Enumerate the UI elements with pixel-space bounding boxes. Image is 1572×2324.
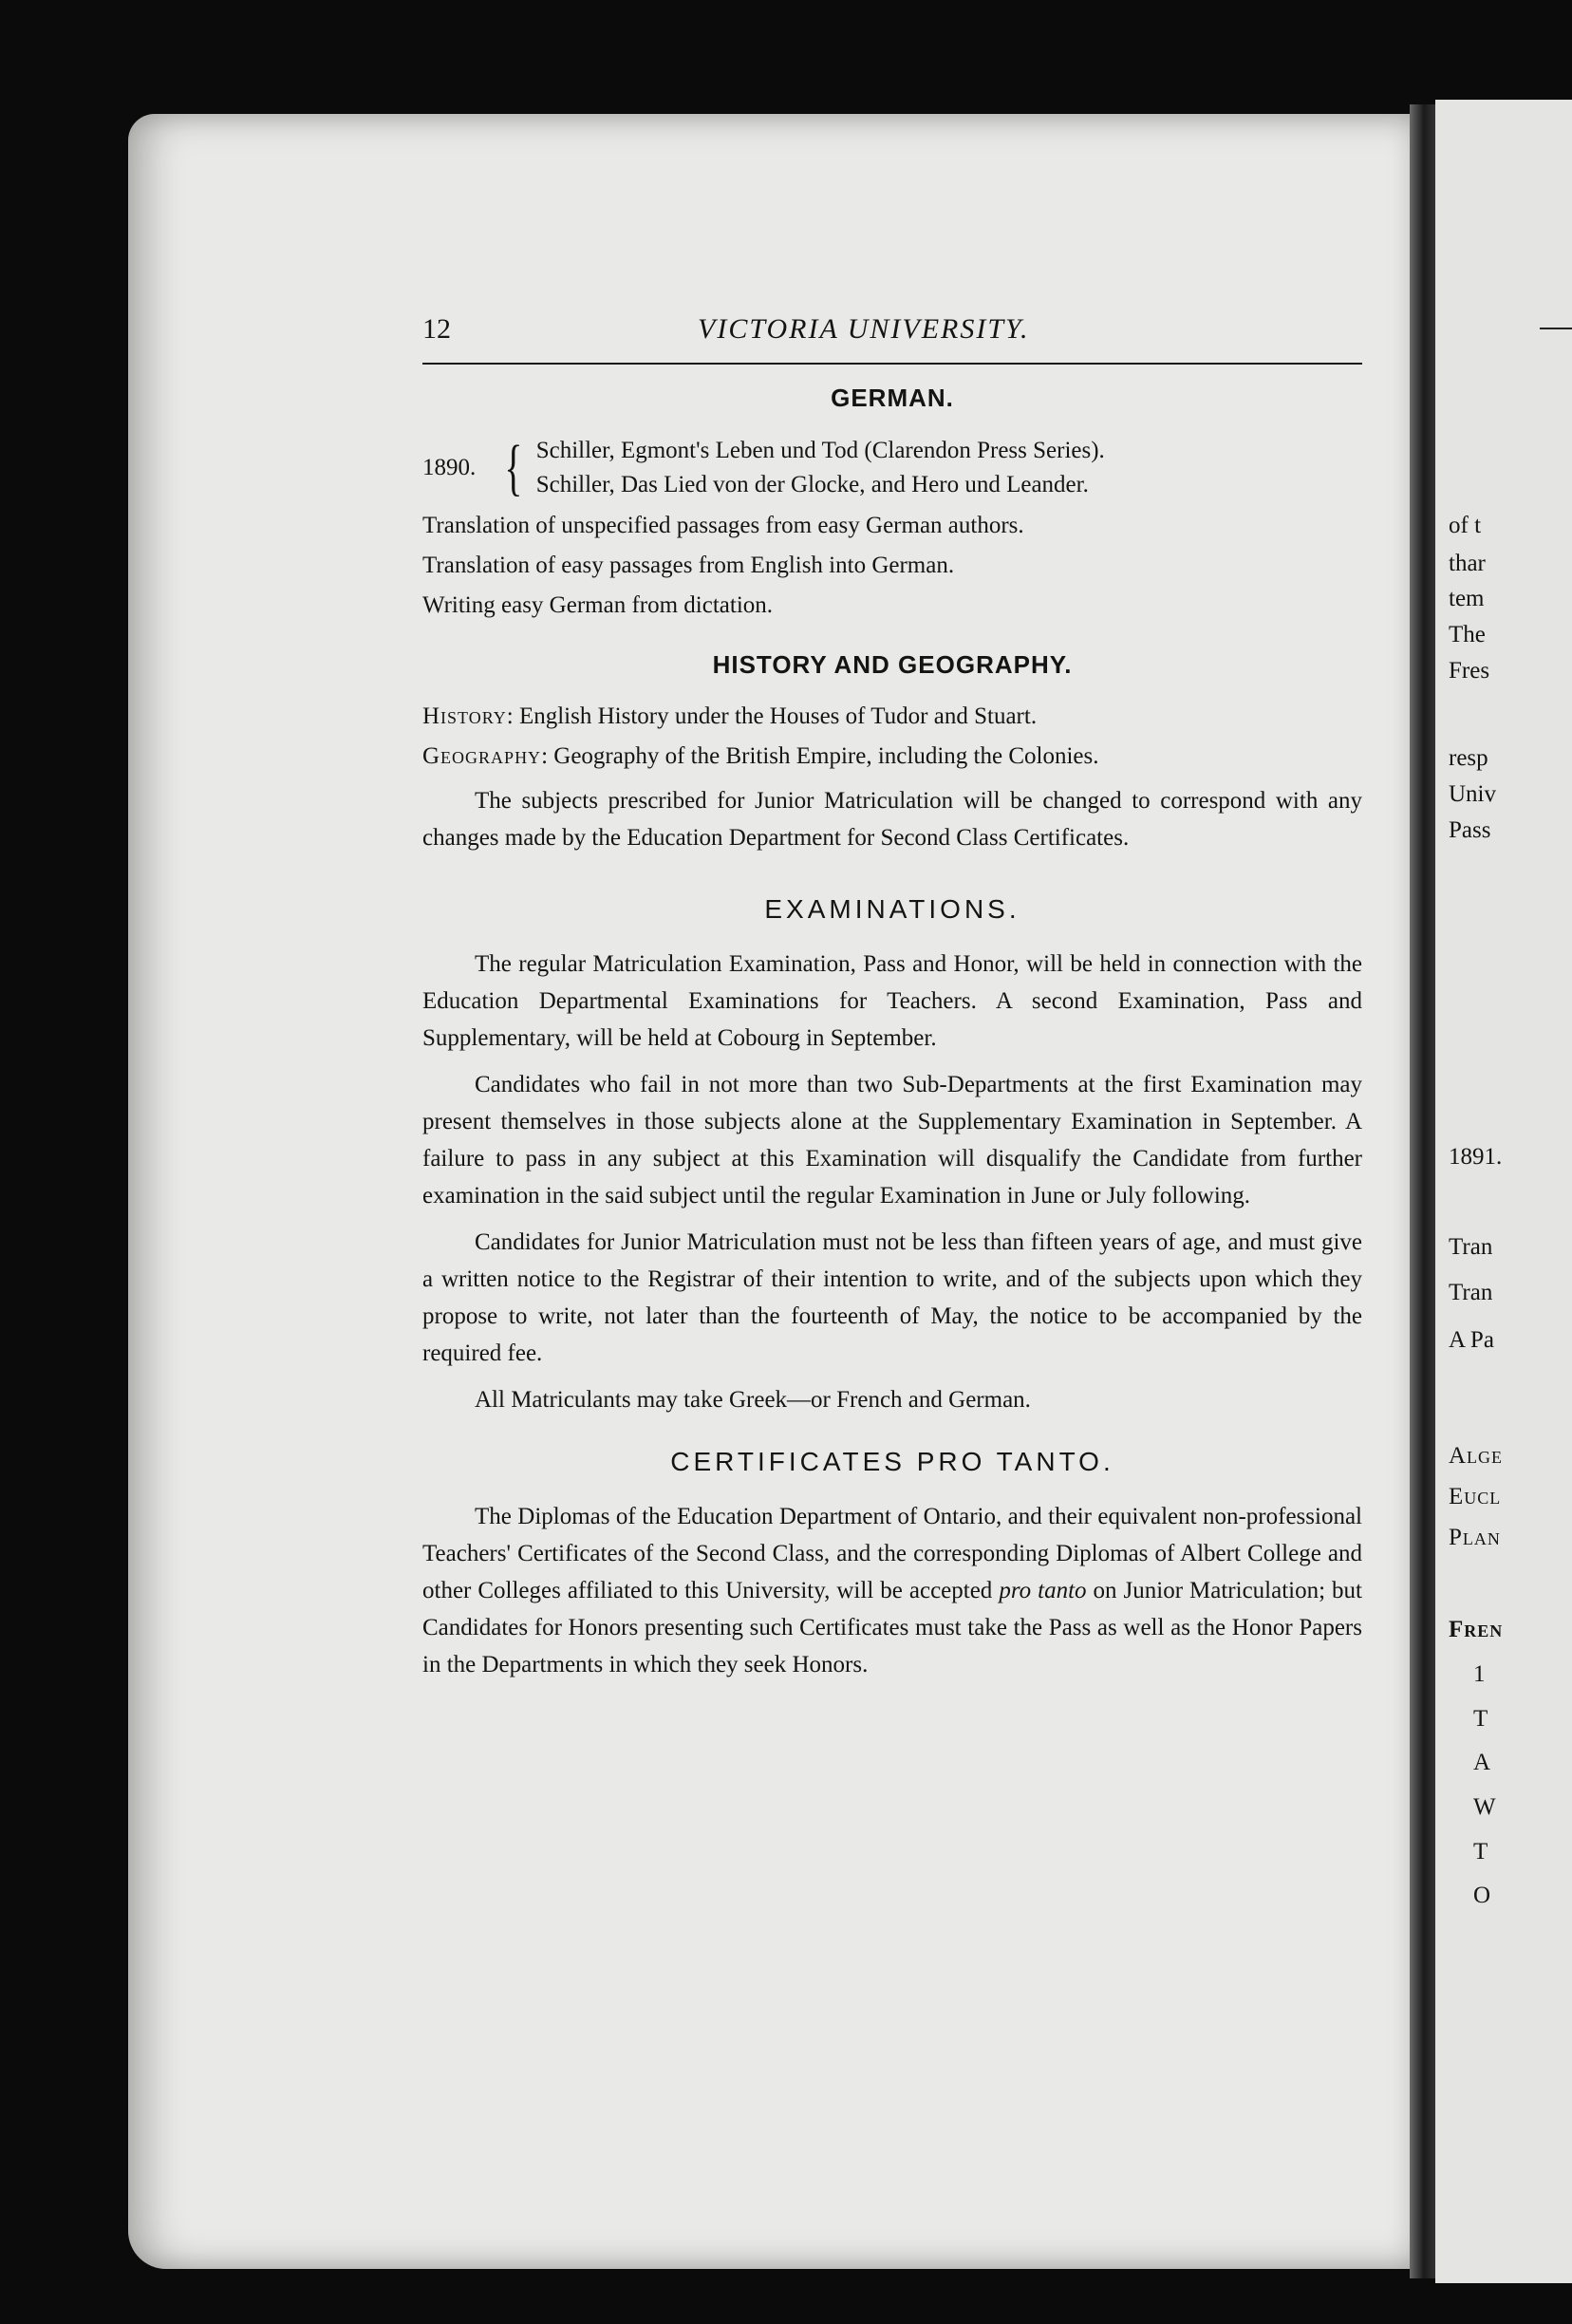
right-fragment: The: [1449, 622, 1486, 647]
history-heading: HISTORY AND GEOGRAPHY.: [712, 650, 1073, 679]
right-fragment: resp: [1449, 745, 1488, 771]
certificates-text: on Junior Matriculation; but Candidates for Honors presenting such Certificates must take the Pass as well as the Honor Papers in the Departments in which they seek Honors.: [422, 1578, 1362, 1677]
history-note: The subjects prescribed for Junior Matriculation will be changed to correspond with any changes made by the Education Department for Second Class Certificates.: [422, 788, 1362, 851]
german-requirement: Translation of easy passages from English into German.: [422, 553, 955, 578]
german-requirement: Translation of unspecified passages from easy German authors.: [422, 513, 1024, 538]
certificates-italic: pro tanto: [999, 1578, 1087, 1603]
history-requirement: [422, 697, 1362, 737]
geography-label: Geography: [422, 743, 542, 769]
right-page-rule: [1540, 328, 1572, 329]
examinations-paragraph: All Matriculants may take Greek—or French and German.: [475, 1387, 1031, 1413]
history-text: : English History under the Houses of Tudor and Stuart.: [506, 703, 1038, 729]
right-fragment: 1: [1473, 1661, 1486, 1687]
set-text-list: [536, 434, 1105, 502]
right-fragment: Tran: [1449, 1280, 1493, 1305]
right-fragment: A Pa: [1449, 1327, 1494, 1353]
examinations-paragraph: Candidates who fail in not more than two Sub-Departments at the first Examination may present themselves in those subjects alone at the Supplementary Examination in September. A failure to pass in any subject at this Examination will disqualify the Candidate from further examination in the said subject until the regular Examination in June or July following.: [422, 1072, 1362, 1209]
header-rule: [422, 363, 1362, 365]
right-fragment: 1891.: [1449, 1144, 1503, 1170]
year-label: 1890.: [422, 455, 477, 480]
right-fragment: of t: [1449, 513, 1482, 538]
right-fragment: Univ: [1449, 781, 1496, 807]
examinations-paragraph: Candidates for Junior Matriculation must not be less than fifteen years of age, and must give a written notice to the Registrar of their intention to write, and of the subjects upon which they propose to write, not later than the fourteenth of May, the notice to be accompanied by the required fee.: [422, 1229, 1362, 1366]
right-fragment: Fres: [1449, 658, 1490, 684]
right-fragment: Fren: [1449, 1617, 1504, 1642]
geography-requirement: [422, 737, 1362, 777]
right-fragment: Plan: [1449, 1525, 1501, 1550]
right-fragment: thar: [1449, 551, 1486, 576]
right-fragment: tem: [1449, 586, 1485, 611]
german-requirement: Writing easy German from dictation.: [422, 592, 774, 618]
history-label: History: [422, 703, 507, 729]
right-fragment: Pass: [1449, 817, 1491, 843]
right-fragment: Alge: [1449, 1443, 1504, 1469]
right-page: [1435, 100, 1572, 2283]
right-fragment: A: [1473, 1750, 1491, 1775]
right-fragment: O: [1473, 1883, 1491, 1908]
right-fragment: W: [1473, 1794, 1496, 1820]
brace-icon: {: [504, 433, 523, 502]
certificates-paragraph: [422, 1498, 1362, 1683]
examinations-paragraph: The regular Matriculation Examination, Pass and Honor, will be held in connection with the Education Departmental Examinations for Teachers. A second Examination, Pass and Supplementary, will be held at Cobourg in September.: [422, 951, 1362, 1051]
german-heading: GERMAN.: [831, 384, 954, 412]
running-head: [422, 304, 1362, 361]
certificates-text: The Diplomas of the Education Department of Ontario, and their equivalent non-professional Teachers' Certificates of the Second Class, and the corresponding Diplomas of Albert College and other Colleges affiliated to this University, will be accepted: [422, 1504, 1362, 1603]
right-fragment: Tran: [1449, 1234, 1493, 1260]
examinations-heading: EXAMINATIONS.: [764, 894, 1020, 924]
geography-text: : Geography of the British Empire, including the Colonies.: [541, 743, 1099, 769]
set-text-item: Schiller, Egmont's Leben und Tod (Clarendon Press Series).: [535, 438, 1105, 463]
german-set-texts: [422, 434, 1362, 502]
right-fragment: T: [1473, 1706, 1488, 1732]
page-number: 12: [422, 313, 451, 345]
running-title: VICTORIA UNIVERSITY.: [698, 313, 1030, 345]
right-fragment: T: [1473, 1839, 1488, 1865]
set-text-item: Schiller, Das Lied von der Glocke, and Hero und Leander.: [535, 472, 1089, 497]
page-content: [422, 304, 1362, 1683]
certificates-heading: CERTIFICATES PRO TANTO.: [670, 1447, 1114, 1476]
book-gutter: [1410, 104, 1438, 2278]
right-fragment: Eucl: [1449, 1484, 1502, 1509]
